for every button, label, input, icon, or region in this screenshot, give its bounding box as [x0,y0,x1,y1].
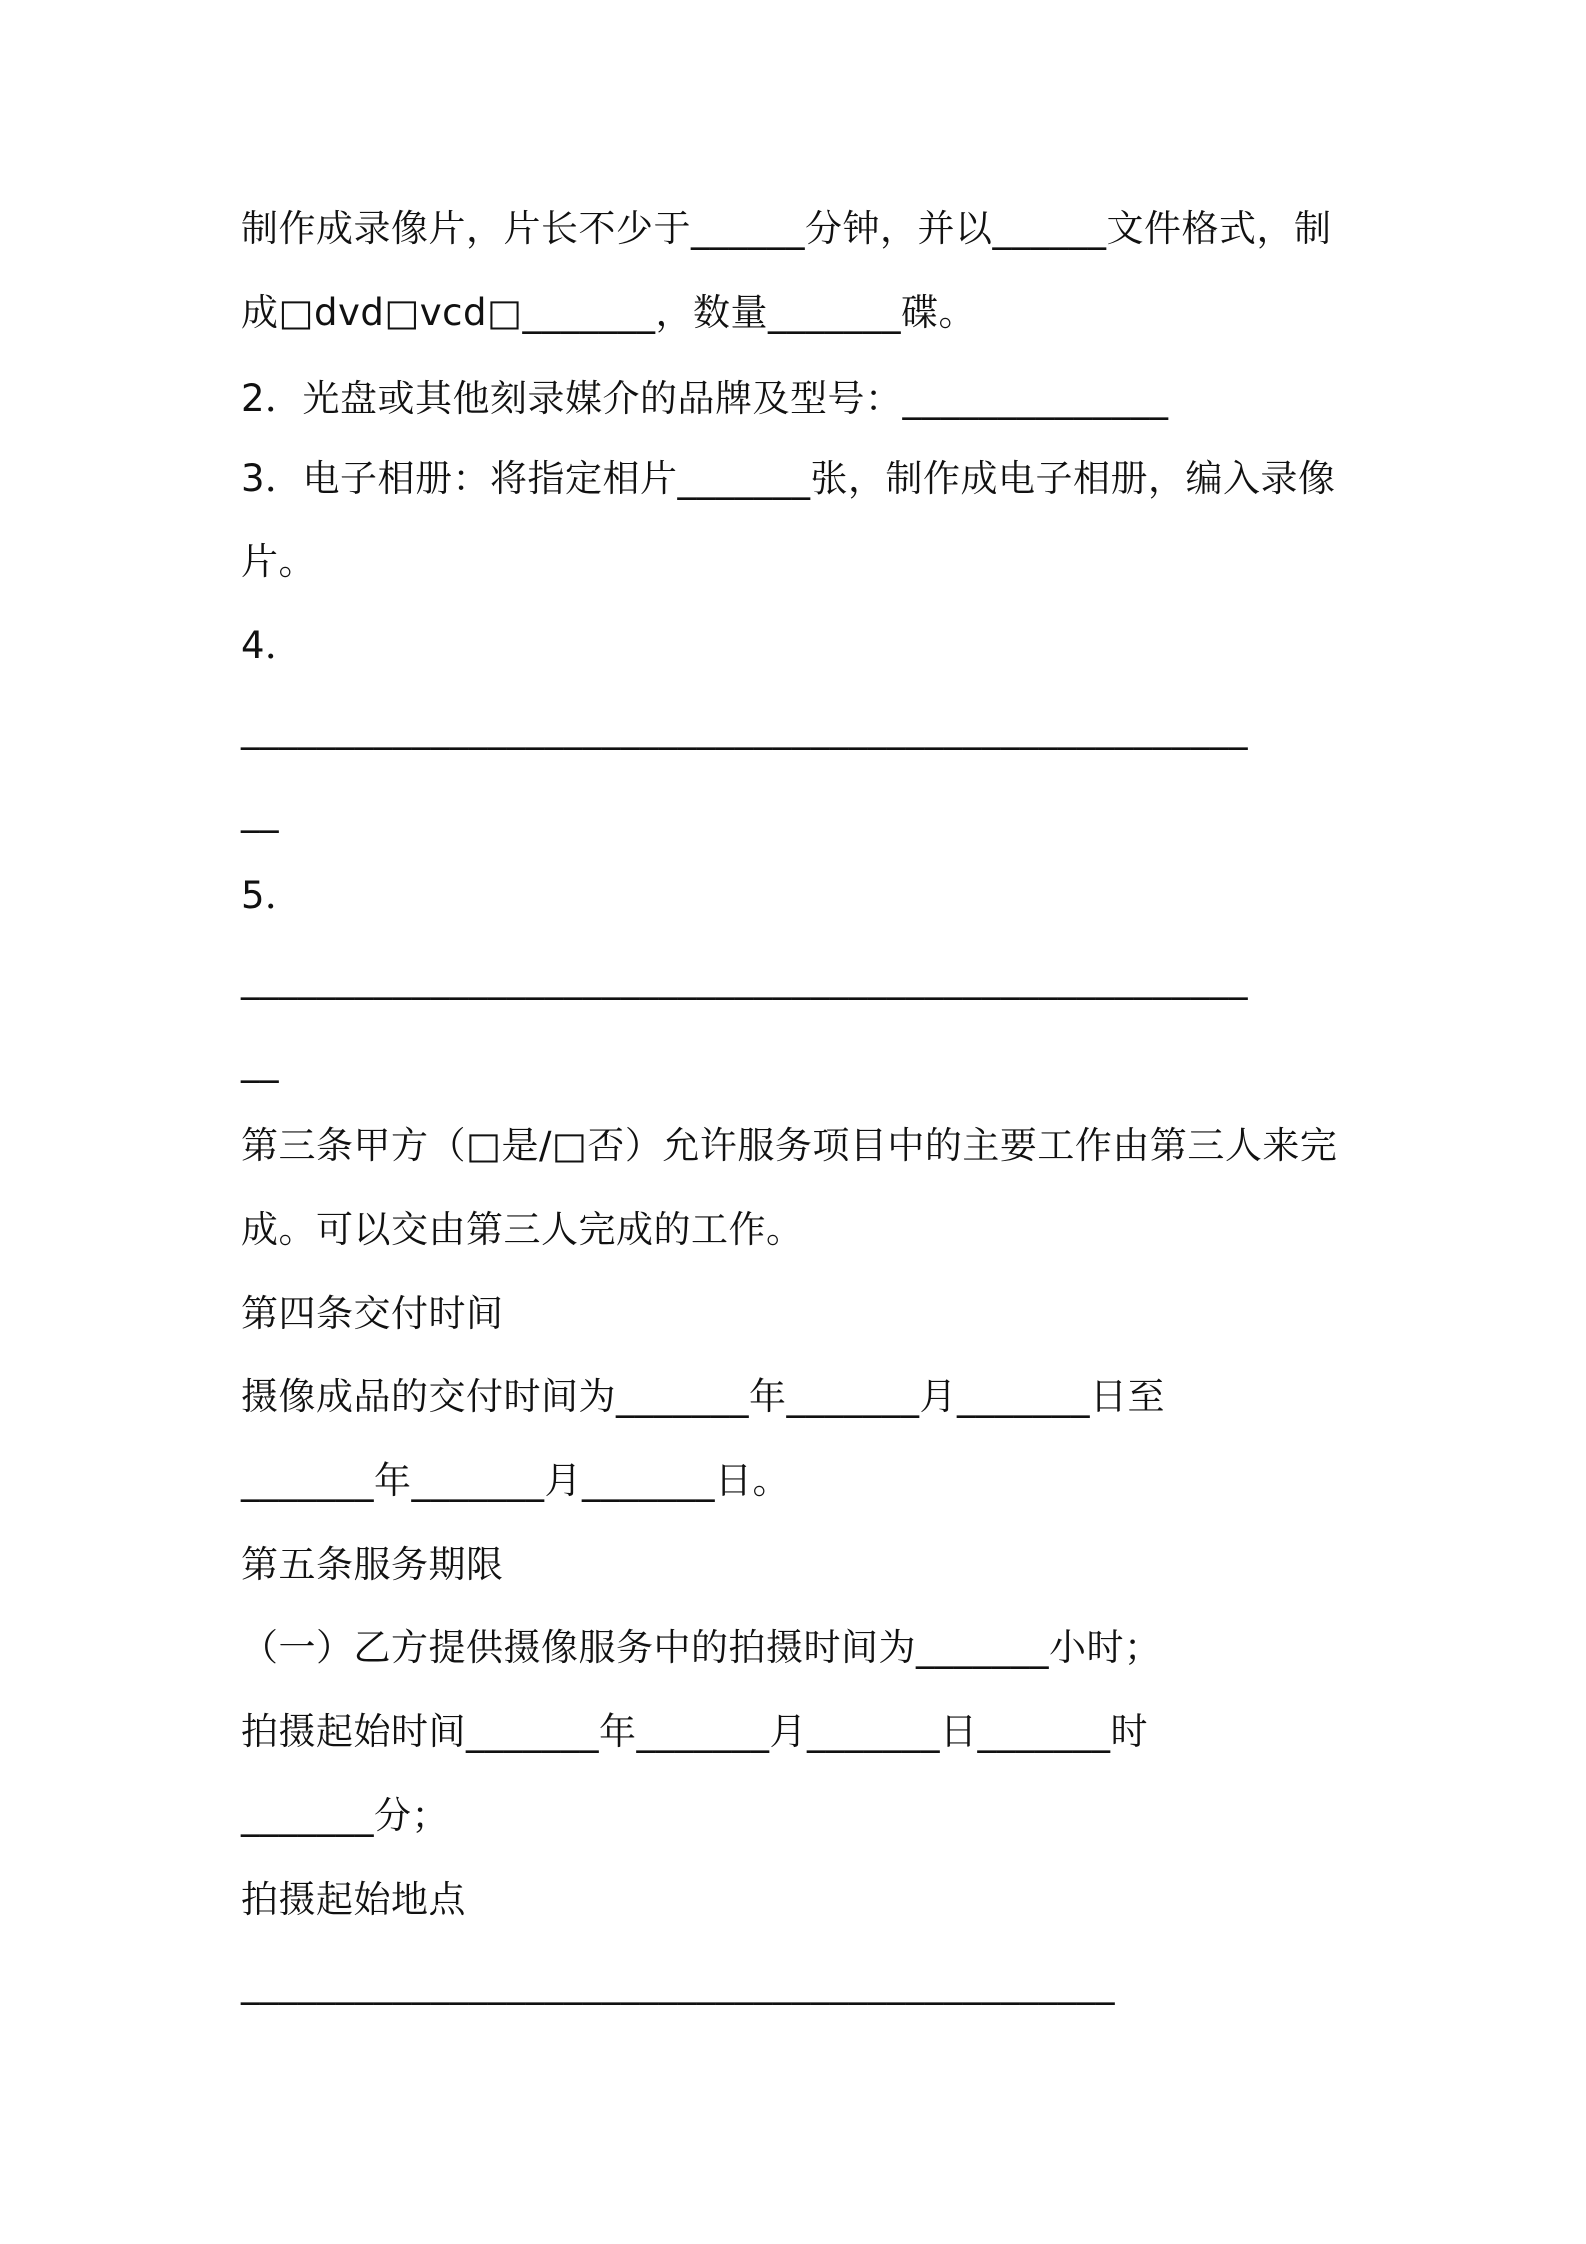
blank-line: _____________________________________________________ [241,957,1248,1000]
blank-line: __ [241,790,279,833]
text-line: 4． [241,624,303,667]
text-line: 2．光盘或其他刻录媒介的品牌及型号：______________ [241,377,1169,420]
text-line: 拍摄起始时间_______年_______月_______日_______时 [241,1710,1148,1753]
text-line: 拍摄起始地点 [241,1878,466,1921]
blank-line: ______________________________________________ [241,1962,1115,2005]
text-line: _______年_______月_______日。 [241,1459,790,1502]
text-line: 3．电子相册：将指定相片_______张，制作成电子相册，编入录像 [241,457,1336,500]
text-line: 片。 [241,540,316,583]
text-line: 成□dvd□vcd□_______，数量_______碟。 [241,291,976,334]
section-heading: 第五条服务期限 [241,1543,504,1586]
section-heading: 第四条交付时间 [241,1292,504,1335]
text-line: 第三条甲方（□是/□否）允许服务项目中的主要工作由第三人来完 [241,1124,1338,1167]
text-line: （一）乙方提供摄像服务中的拍摄时间为_______小时； [241,1626,1162,1669]
text-line: 制作成录像片，片长不少于______分钟，并以______文件格式，制 [241,207,1332,250]
text-line: _______分； [241,1794,449,1837]
text-line: 摄像成品的交付时间为_______年_______月_______日至 [241,1375,1165,1418]
text-line: 成。可以交由第三人完成的工作。 [241,1208,804,1251]
blank-line: _____________________________________________________ [241,707,1248,750]
text-line: 5． [241,874,303,917]
blank-line: __ [241,1040,279,1083]
